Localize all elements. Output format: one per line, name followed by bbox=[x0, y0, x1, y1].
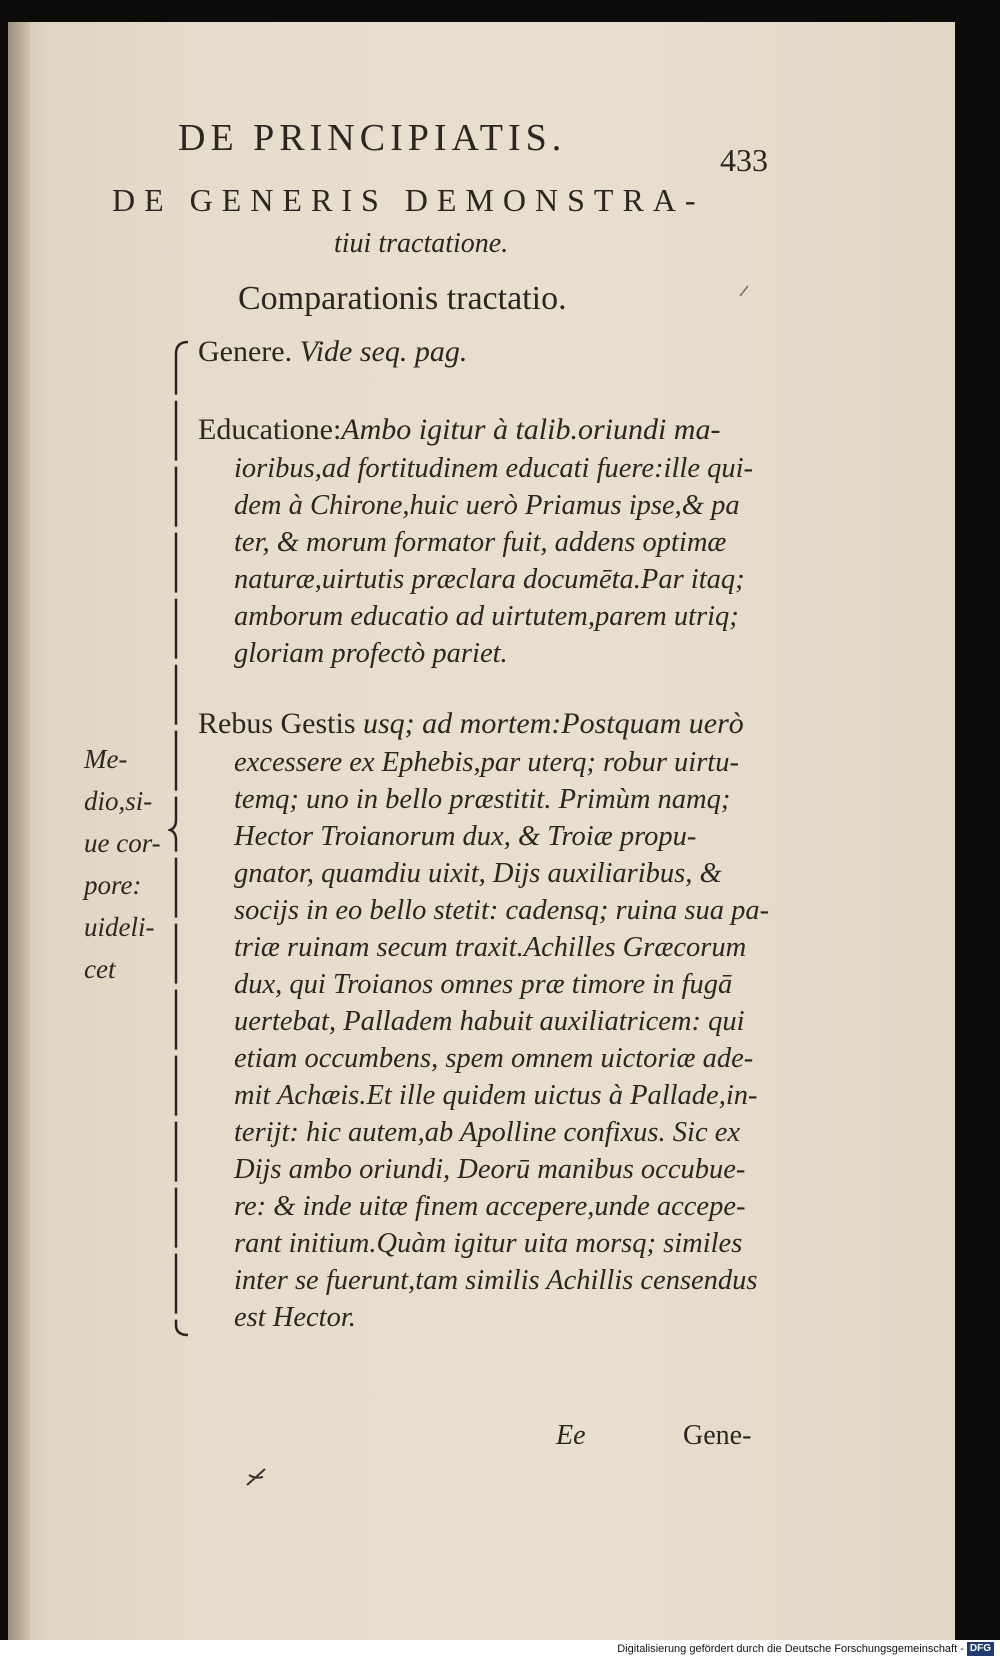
subheading-line-2: tiui tractatione. bbox=[334, 228, 509, 259]
margin-note-line: uideli- bbox=[84, 912, 155, 942]
catchword-signature: Ee bbox=[556, 1420, 586, 1451]
text-line: Dijs ambo oriundi, Deorū manibus occubue- bbox=[234, 1154, 746, 1185]
text-line: dux, qui Troianos omnes præ timore in fugā bbox=[234, 969, 733, 1000]
margin-note-line: cet bbox=[84, 954, 116, 984]
pencil-mark bbox=[738, 284, 750, 298]
text-line: mit Achæis.Et ille quidem uictus à Pallade,in- bbox=[234, 1080, 758, 1111]
text-line: triæ ruinam secum traxit.Achilles Græcorum bbox=[234, 932, 747, 963]
text-line: inter se fuerunt,tam similis Achillis censendus bbox=[234, 1265, 758, 1296]
section-title: Comparationis tractatio. bbox=[238, 280, 567, 317]
pencil-cross-mark bbox=[243, 1465, 269, 1491]
digitization-footer bbox=[0, 1640, 1000, 1659]
entry-text: Ambo igitur à talib.oriundi ma- bbox=[341, 413, 721, 446]
margin-note bbox=[84, 738, 194, 990]
text-line: est Hector. bbox=[234, 1302, 356, 1333]
text-line: ioribus,ad fortitudinem educati fuere:ille qui- bbox=[234, 453, 753, 484]
entry-text: usq; ad mortem:Postquam uerò bbox=[355, 707, 744, 740]
subheading-line-1: DE GENERIS DEMONSTRA- bbox=[112, 182, 705, 218]
margin-note-line: Me- bbox=[84, 744, 128, 774]
page-gutter bbox=[8, 22, 30, 1640]
text-line: excessere ex Ephebis,par uterq; robur uirtu- bbox=[234, 747, 739, 778]
entry-label: Genere. bbox=[198, 335, 293, 368]
text-line: terijt: hic autem,ab Apolline confixus. Sic ex bbox=[234, 1117, 741, 1148]
text-line: ter, & morum formator fuit, addens optimæ bbox=[234, 527, 727, 558]
text-line: gloriam profectò pariet. bbox=[234, 638, 508, 669]
margin-note-line: pore: bbox=[84, 870, 142, 900]
text-line: Hector Troianorum dux, & Troiæ propu- bbox=[234, 821, 697, 852]
running-head: DE PRINCIPIATIS. bbox=[178, 117, 567, 159]
text-line: temq; uno in bello præstitit. Primùm namq; bbox=[234, 784, 731, 815]
catchword: Gene- bbox=[683, 1420, 752, 1451]
text-line: amborum educatio ad uirtutem,parem utriq; bbox=[234, 601, 739, 632]
text-line: gnator, quamdiu uixit, Dijs auxiliaribus, & bbox=[234, 858, 722, 889]
text-line: re: & inde uitæ finem accepere,unde accepe- bbox=[234, 1191, 746, 1222]
text-line: etiam occumbens, spem omnem uictoriæ ade- bbox=[234, 1043, 754, 1074]
entry-label: Rebus Gestis bbox=[198, 707, 356, 740]
text-line: socijs in eo bello stetit: cadensq; ruina sua pa- bbox=[234, 895, 770, 926]
entry-rebus-gestis bbox=[198, 704, 798, 1336]
entry-educatione bbox=[198, 410, 798, 672]
margin-note-line: ue cor- bbox=[84, 828, 161, 858]
text-line: rant initium.Quàm igitur uita morsq; similes bbox=[234, 1228, 743, 1259]
entry-label: Educatione: bbox=[198, 413, 342, 446]
page-number: 433 bbox=[720, 142, 768, 178]
text-line: naturæ,uirtutis præclara documēta.Par itaq; bbox=[234, 564, 745, 595]
text-line: dem à Chirone,huic uerò Priamus ipse,& pa bbox=[234, 490, 740, 521]
margin-note-line: dio,si- bbox=[84, 786, 153, 816]
entry-text: Vide seq. pag. bbox=[292, 335, 468, 368]
book-page bbox=[8, 22, 955, 1640]
text-line: uertebat, Palladem habuit auxiliatricem: qui bbox=[234, 1006, 745, 1037]
footer-credit: Digitalisierung gefördert durch die Deutsche Forschungsgemeinschaft - bbox=[617, 1643, 964, 1655]
dfg-logo: DFG bbox=[967, 1642, 994, 1656]
entry-genere bbox=[198, 332, 798, 372]
